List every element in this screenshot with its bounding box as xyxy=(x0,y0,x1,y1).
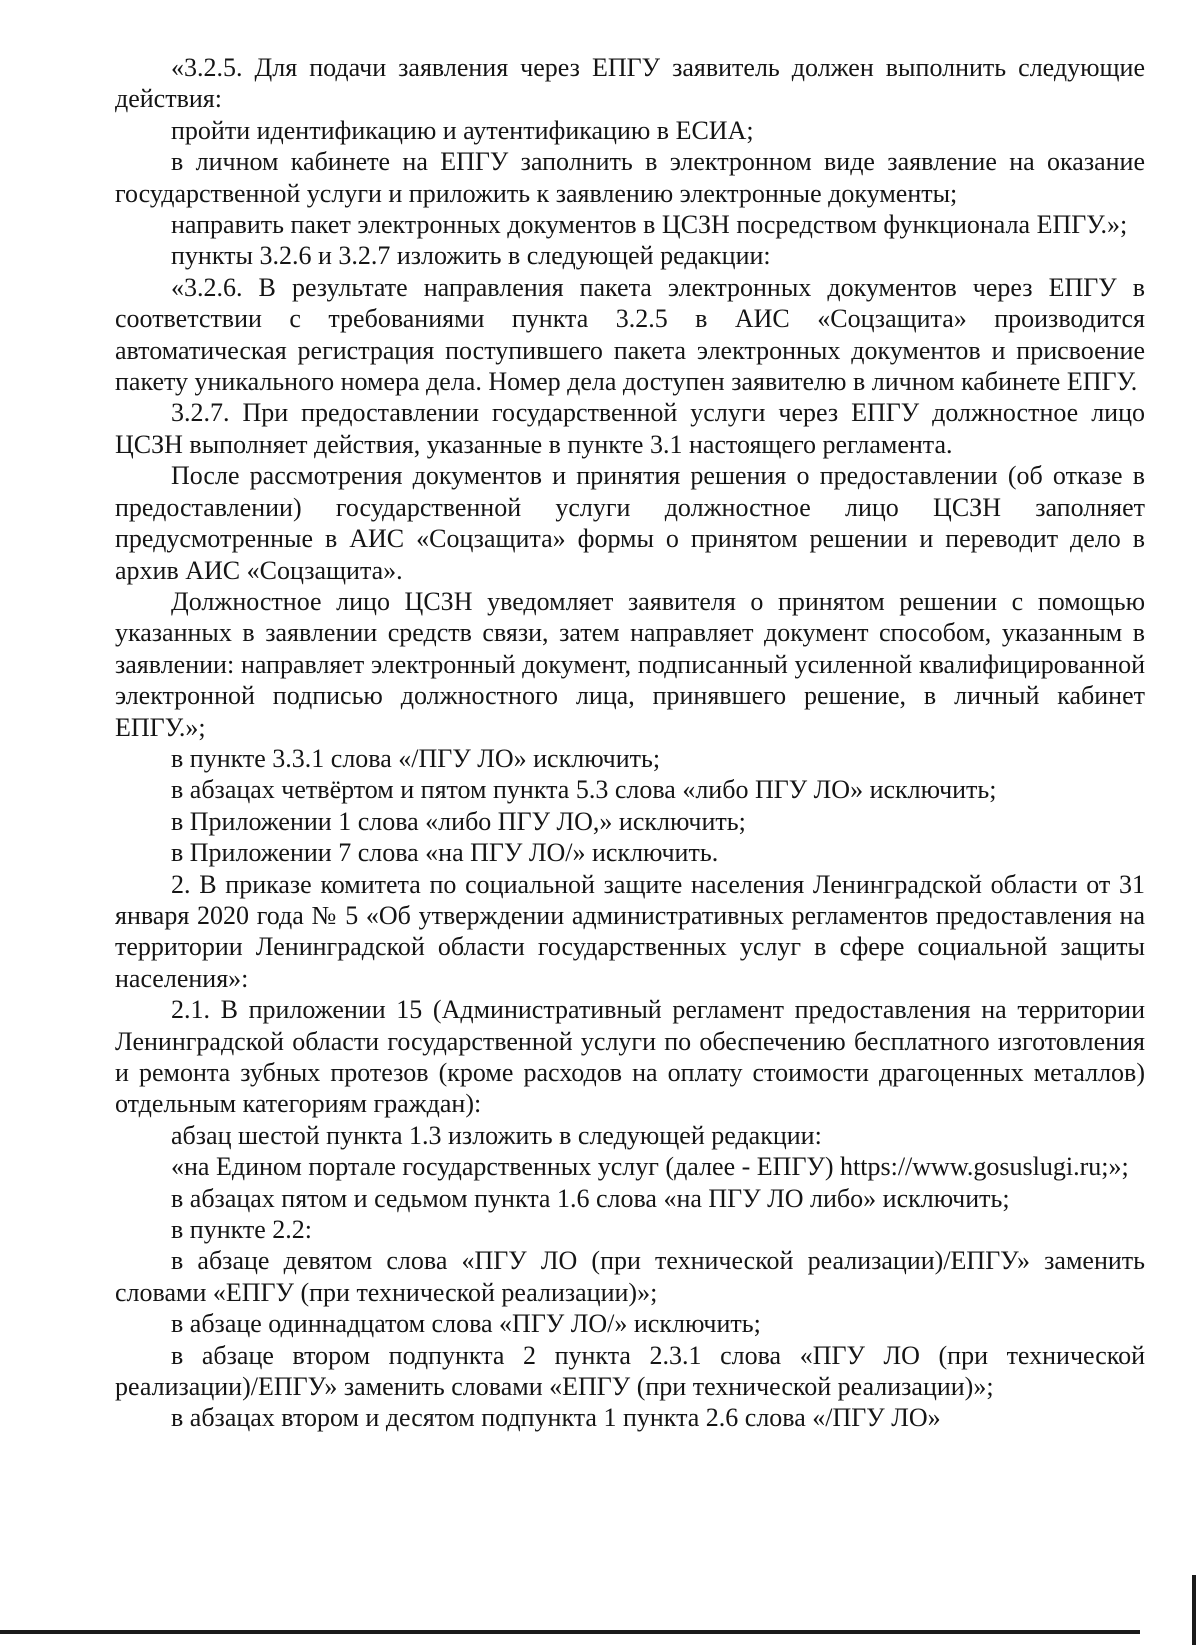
scan-edge-right xyxy=(1192,1575,1196,1645)
paragraph: в абзаце втором подпункта 2 пункта 2.3.1 слова «ПГУ ЛО (при технической реализации)/ЕПГУ» заменить словами «ЕПГУ (при технической реализации)»; xyxy=(115,1340,1145,1402)
paragraph: Должностное лицо ЦСЗН уведомляет заявителя о принятом решении с помощью указанных в заявлении средств связи, затем направляет документ способом, указанным в заявлении: направляет электронный документ, подписанный усиленной квалифицированной электронной подписью должностного лица, принявшего решение, в личный кабинет ЕПГУ.»; xyxy=(115,586,1145,742)
paragraph: в абзацах четвёртом и пятом пункта 5.3 слова «либо ПГУ ЛО» исключить; xyxy=(171,775,997,805)
scan-edge-bottom xyxy=(0,1630,1140,1634)
paragraph: 3.2.7. При предоставлении государственной услуги через ЕПГУ должностное лицо ЦСЗН выполняет действия, указанные в пункте 3.1 настоящего регламента. xyxy=(115,398,1145,459)
paragraph: 2. В приказе комитета по социальной защите населения Ленинградской области от 31 января 2020 года № 5 «Об утверждении административных регламентов предоставления на территории Ленинградской области государственных услуг в сфере социальной защиты населения»: xyxy=(115,869,1145,993)
paragraph: «3.2.6. В результате направления пакета электронных документов через ЕПГУ в соответствии с требованиями пункта 3.2.5 в АИС «Соцзащита» производится автоматическая регистрация поступившего пакета электронных документов и присвоение пакету уникального номера дела. Номер дела доступен заявителю в личном кабинете ЕПГУ. xyxy=(115,272,1145,397)
paragraph: в абзаце одиннадцатом слова «ПГУ ЛО/» исключить; xyxy=(171,1309,761,1339)
paragraph: в абзаце девятом слова «ПГУ ЛО (при технической реализации)/ЕПГУ» заменить словами «ЕПГУ (при технической реализации)»; xyxy=(115,1246,1145,1307)
paragraph: абзац шестой пункта 1.3 изложить в следующей редакции: xyxy=(171,1120,822,1150)
paragraph: в личном кабинете на ЕПГУ заполнить в электронном виде заявление на оказание государственной услуги и приложить к заявлению электронные документы; xyxy=(115,147,1145,208)
paragraph: 2.1. В приложении 15 (Административный регламент предоставления на территории Ленинградской области государственной услуги по обеспечению бесплатного изготовления и ремонта зубных протезов (кроме расходов на оплату стоимости драгоценных металлов) отдельным категориям граждан): xyxy=(115,995,1145,1119)
paragraph: в пункте 2.2: xyxy=(171,1215,313,1245)
paragraph: После рассмотрения документов и принятия решения о предоставлении (об отказе в предоставлении) государственной услуги должностное лицо ЦСЗН заполняет предусмотренные в АИС «Соцзащита» формы о принятом решении и переводит дело в архив АИС «Соцзащита». xyxy=(115,461,1145,585)
paragraph: «3.2.5. Для подачи заявления через ЕПГУ заявитель должен выполнить следующие действия: xyxy=(115,53,1145,114)
paragraph: в Приложении 1 слова «либо ПГУ ЛО,» исключить; xyxy=(171,806,746,836)
paragraph: пройти идентификацию и аутентификацию в ЕСИА; xyxy=(171,115,754,145)
paragraph: в пункте 3.3.1 слова «/ПГУ ЛО» исключить; xyxy=(171,743,661,773)
document-body xyxy=(115,52,1145,1434)
paragraph: в абзацах пятом и седьмом пункта 1.6 слова «на ПГУ ЛО либо» исключить; xyxy=(171,1183,1010,1213)
paragraph: в Приложении 7 слова «на ПГУ ЛО/» исключить. xyxy=(171,838,719,868)
paragraph: в абзацах втором и десятом подпункта 1 пункта 2.6 слова «/ПГУ ЛО» xyxy=(171,1403,941,1433)
paragraph: «на Едином портале государственных услуг (далее - ЕПГУ) https://www.gosuslugi.ru;»; xyxy=(171,1152,1129,1182)
paragraph: направить пакет электронных документов в ЦСЗН посредством функционала ЕПГУ.»; xyxy=(171,210,1128,240)
paragraph: пункты 3.2.6 и 3.2.7 изложить в следующей редакции: xyxy=(171,241,771,271)
